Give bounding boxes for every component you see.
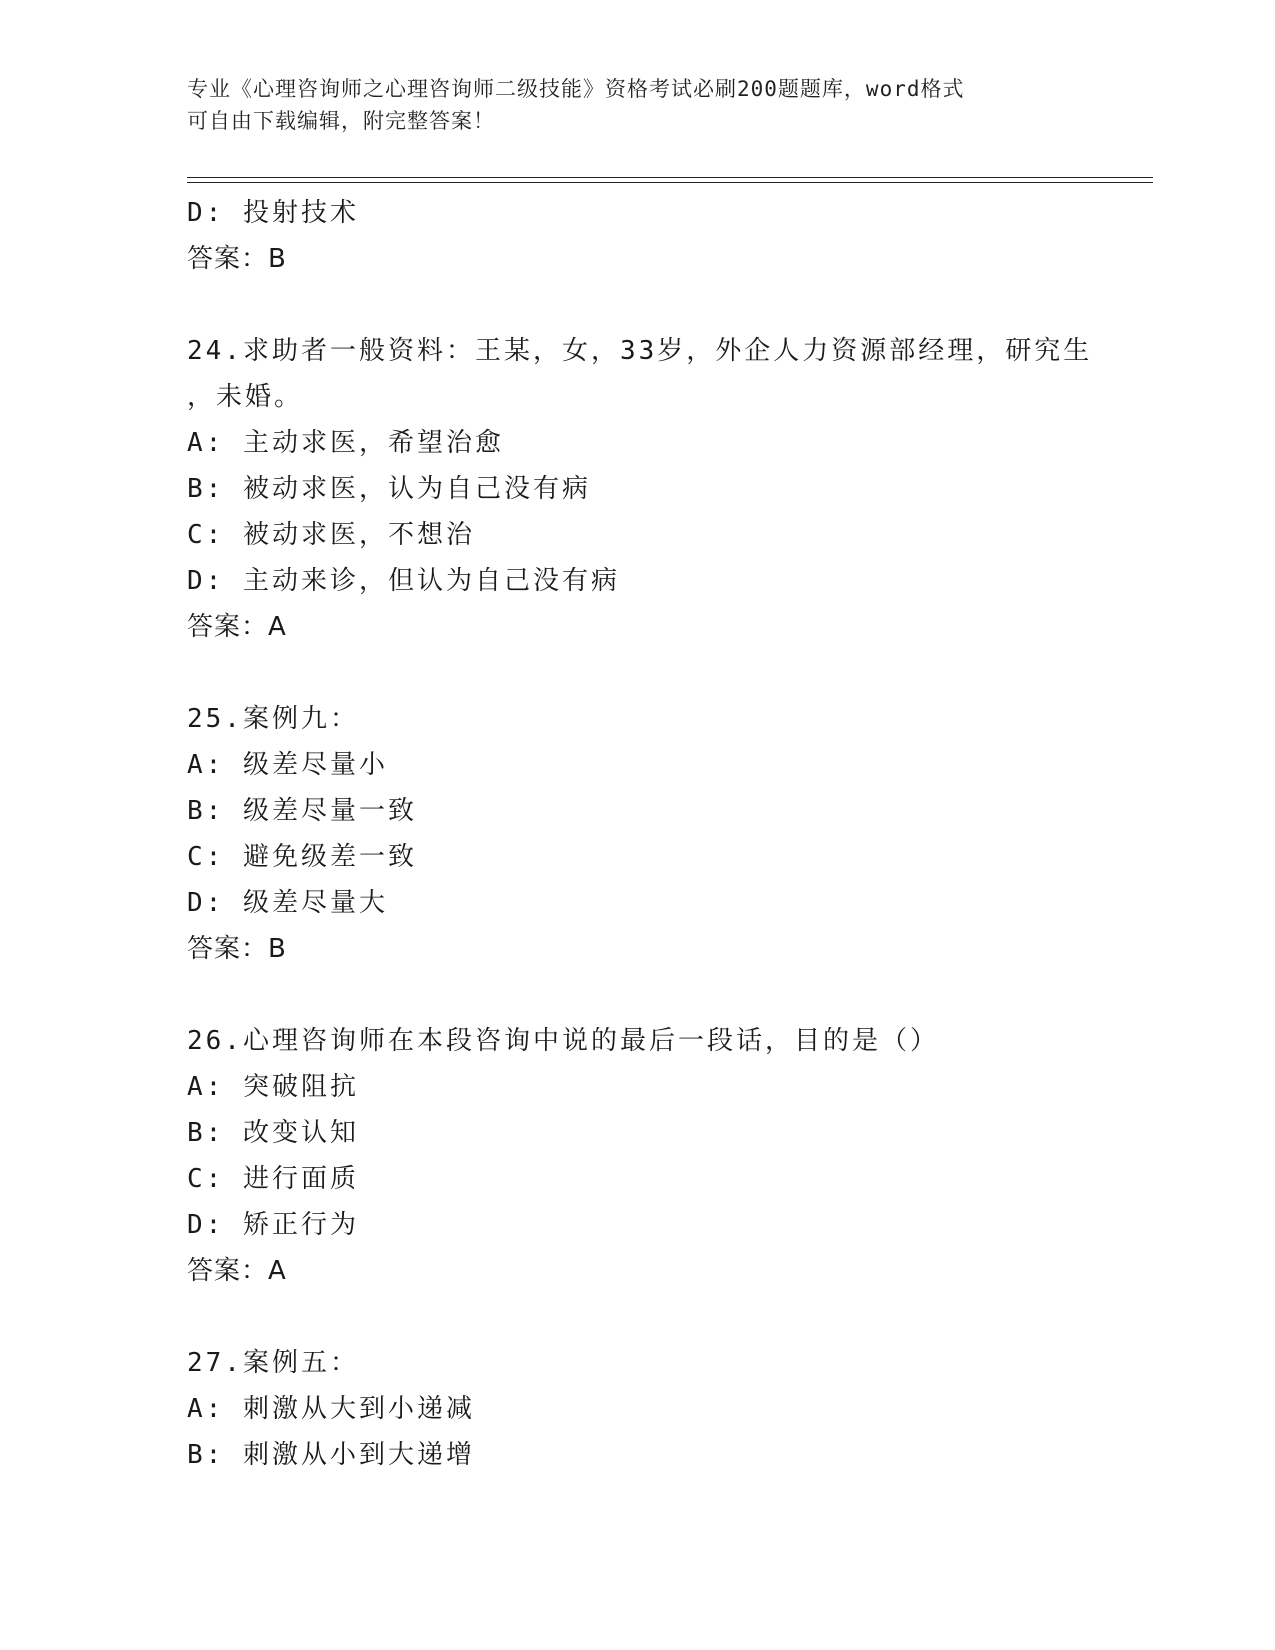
- option-a: A: 突破阻抗: [187, 1072, 359, 1102]
- question-text-cont: ，未婚。: [187, 382, 304, 412]
- spacer: [187, 972, 1127, 1018]
- question-text: 27.案例五：: [187, 1348, 359, 1378]
- question-text: 24.求助者一般资料：王某，女，33岁，外企人力资源部经理，研究生: [187, 336, 1093, 366]
- option-c: C: 进行面质: [187, 1164, 359, 1194]
- option-b: B: 被动求医，认为自己没有病: [187, 474, 591, 504]
- option-a: A: 级差尽量小: [187, 750, 388, 780]
- prev-answer: 答案：B: [187, 244, 287, 274]
- option-d: D: 主动来诊，但认为自己没有病: [187, 566, 620, 596]
- spacer: [187, 650, 1127, 696]
- question-26: [187, 1018, 1127, 1294]
- spacer: [187, 1294, 1127, 1340]
- header-divider-bottom: [187, 182, 1153, 183]
- question-25: [187, 696, 1127, 972]
- option-d: D: 级差尽量大: [187, 888, 388, 918]
- question-24: [187, 328, 1127, 650]
- question-content: [187, 190, 1127, 1478]
- answer: 答案：A: [187, 612, 287, 642]
- option-b: B: 刺激从小到大递增: [187, 1440, 475, 1470]
- document-header: [187, 73, 1087, 137]
- header-divider-top: [187, 177, 1153, 178]
- question-text: 25.案例九：: [187, 704, 359, 734]
- answer: 答案：A: [187, 1256, 287, 1286]
- header-line-1: 专业《心理咨询师之心理咨询师二级技能》资格考试必刷200题题库，word格式: [187, 77, 965, 101]
- option-a: A: 主动求医，希望治愈: [187, 428, 504, 458]
- option-b: B: 级差尽量一致: [187, 796, 417, 826]
- question-27: [187, 1340, 1127, 1478]
- spacer: [187, 282, 1127, 328]
- option-c: C: 避免级差一致: [187, 842, 417, 872]
- option-d: D: 矫正行为: [187, 1210, 359, 1240]
- question-text: 26.心理咨询师在本段咨询中说的最后一段话，目的是（）: [187, 1026, 939, 1056]
- answer: 答案：B: [187, 934, 287, 964]
- header-line-2: 可自由下载编辑，附完整答案！: [187, 109, 495, 133]
- option-b: B: 改变认知: [187, 1118, 359, 1148]
- option-c: C: 被动求医，不想治: [187, 520, 475, 550]
- prev-option-d: D: 投射技术: [187, 198, 359, 228]
- option-a: A: 刺激从大到小递减: [187, 1394, 475, 1424]
